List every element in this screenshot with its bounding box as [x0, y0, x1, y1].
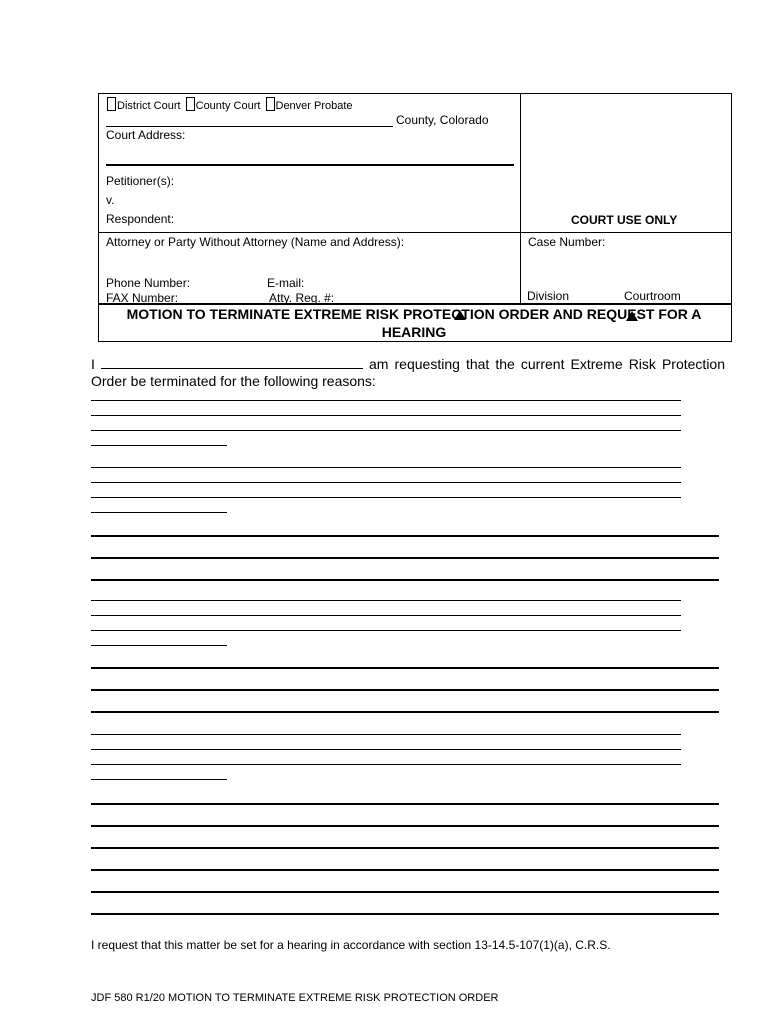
reason-writing-line[interactable] — [91, 600, 681, 601]
caption-divider-vertical — [520, 93, 521, 304]
form-footer: JDF 580 R1/20 MOTION TO TERMINATE EXTREME RISK PROTECTION ORDER — [91, 992, 499, 1004]
court-address-field[interactable] — [106, 164, 514, 166]
atty-reg-label: Atty. Reg. #: — [269, 291, 335, 305]
reason-writing-line[interactable] — [91, 497, 681, 498]
reason-writing-line[interactable] — [91, 847, 719, 849]
reason-writing-line[interactable] — [91, 579, 719, 581]
respondent-label: Respondent: — [106, 212, 175, 226]
document-title: MOTION TO TERMINATE EXTREME RISK PROTECTION ORDER AND REQUEST FOR A HEARING — [126, 306, 702, 340]
reason-writing-line[interactable] — [91, 825, 719, 827]
case-number-label: Case Number: — [528, 235, 606, 249]
text-cursor-marker-icon — [626, 311, 638, 321]
caption-divider-horizontal — [98, 232, 732, 233]
name-field[interactable] — [101, 357, 363, 369]
county-suffix: County, Colorado — [396, 113, 489, 127]
reason-writing-line[interactable] — [91, 891, 719, 893]
denver-probate-label: Denver Probate — [275, 100, 353, 112]
reason-writing-line[interactable] — [91, 645, 227, 646]
court-type-options — [107, 97, 355, 112]
county-court-checkbox[interactable] — [186, 97, 195, 111]
county-court-label: County Court — [195, 100, 261, 112]
reason-writing-line[interactable] — [91, 445, 227, 446]
reason-writing-line[interactable] — [91, 764, 681, 765]
reason-writing-line[interactable] — [91, 415, 681, 416]
intro-prefix: I — [91, 356, 95, 372]
reason-writing-line[interactable] — [91, 557, 719, 559]
versus-label: v. — [106, 193, 115, 207]
hearing-request: I request that this matter be set for a hearing in accordance with section 13-14.5-107(1)(a), C.R.S. — [91, 938, 611, 952]
reason-writing-line[interactable] — [91, 734, 681, 735]
phone-label: Phone Number: — [106, 276, 191, 290]
court-address-label: Court Address: — [106, 128, 186, 142]
intro-suffix: am requesting that the current Extreme Risk Protection Order be terminated for the following reasons: — [91, 356, 726, 389]
attorney-label: Attorney or Party Without Attorney (Name and Address): — [106, 235, 405, 249]
reason-writing-line[interactable] — [91, 535, 719, 537]
reason-writing-line[interactable] — [91, 630, 681, 631]
division-label: Division — [527, 289, 570, 303]
fax-label: FAX Number: — [106, 291, 179, 305]
reason-writing-line[interactable] — [91, 512, 227, 513]
denver-probate-checkbox[interactable] — [266, 97, 275, 111]
reason-writing-line[interactable] — [91, 711, 719, 713]
county-field[interactable] — [106, 126, 393, 127]
reason-writing-line[interactable] — [91, 615, 681, 616]
request-statement — [91, 356, 725, 390]
reason-writing-line[interactable] — [91, 803, 719, 805]
reason-writing-line[interactable] — [91, 689, 719, 691]
district-court-label: District Court — [117, 100, 181, 112]
reason-writing-line[interactable] — [91, 667, 719, 669]
reason-writing-line[interactable] — [91, 400, 681, 401]
courtroom-label: Courtroom — [624, 289, 681, 303]
petitioner-label: Petitioner(s): — [106, 174, 175, 188]
reason-writing-line[interactable] — [91, 913, 719, 915]
reason-writing-line[interactable] — [91, 749, 681, 750]
district-court-checkbox[interactable] — [107, 97, 116, 111]
reason-writing-line[interactable] — [91, 779, 227, 780]
email-label: E-mail: — [267, 276, 305, 290]
reason-writing-line[interactable] — [91, 430, 681, 431]
reason-writing-line[interactable] — [91, 482, 681, 483]
reason-writing-line[interactable] — [91, 467, 681, 468]
reason-writing-line[interactable] — [91, 869, 719, 871]
text-cursor-marker-icon — [454, 310, 466, 320]
court-use-only-label: COURT USE ONLY — [571, 213, 678, 227]
